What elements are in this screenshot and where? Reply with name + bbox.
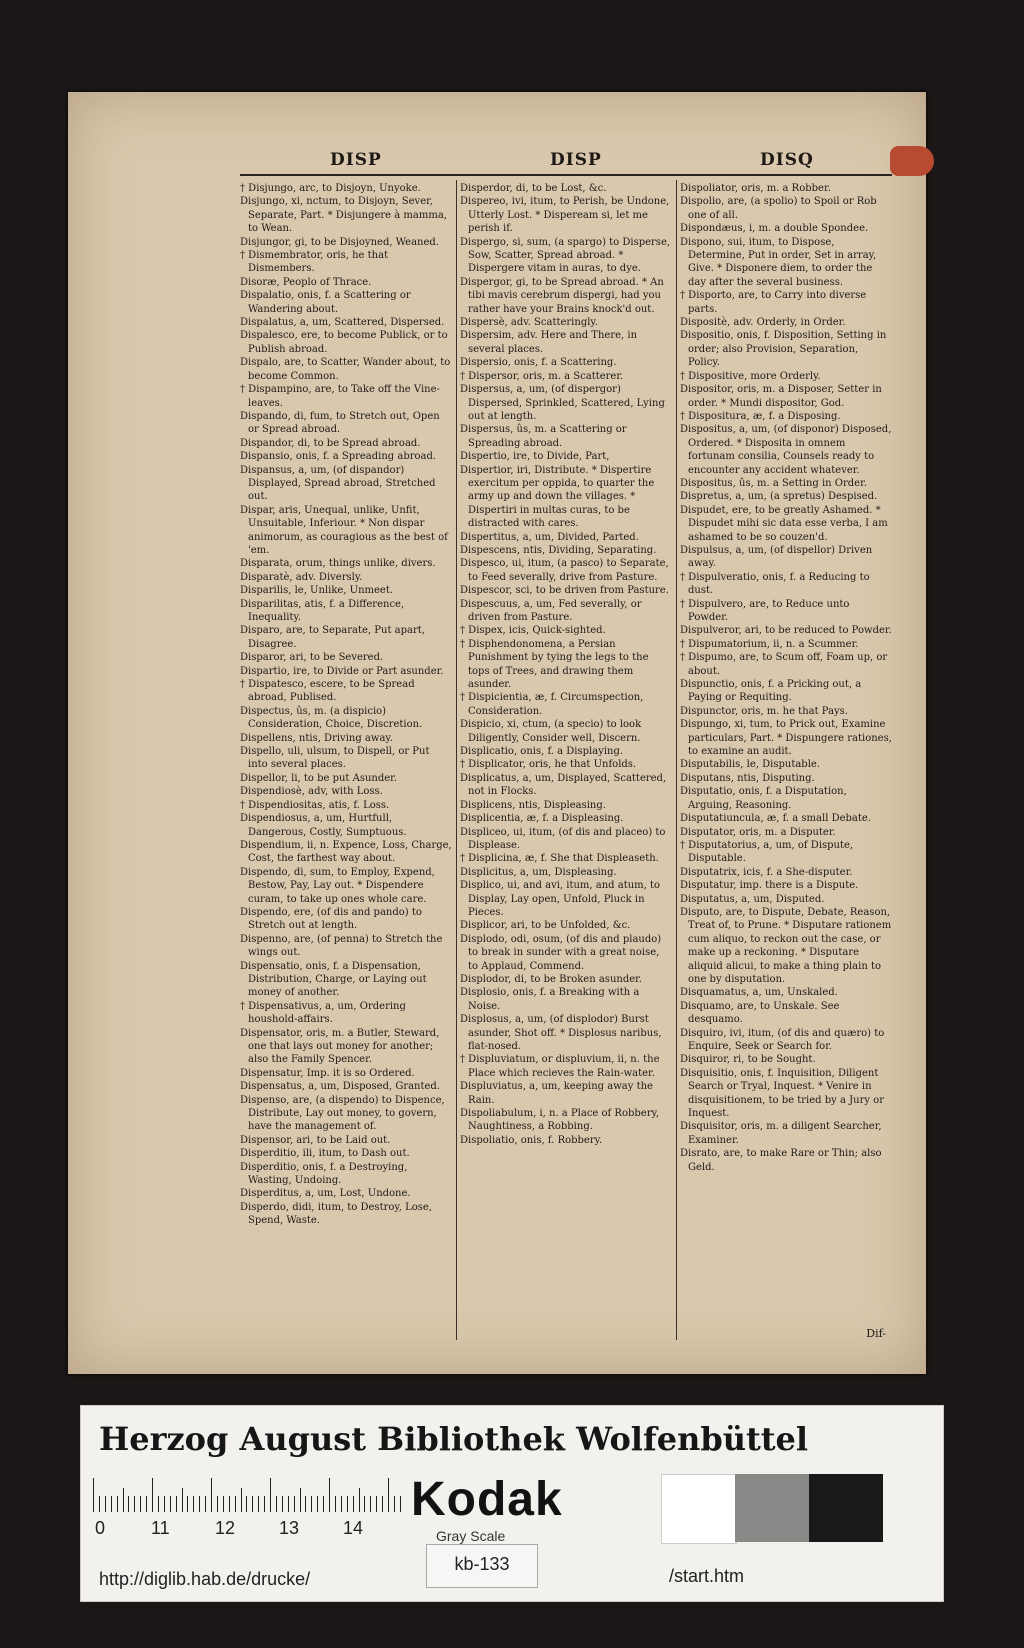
dictionary-entry: Disputatio, onis, f. a Disputation, Arguing, Reasoning. — [680, 786, 847, 811]
ruler-tick — [323, 1496, 324, 1512]
scale-number: 12 — [215, 1518, 236, 1538]
dictionary-entry: Dispalesco, ere, to become Publick, or to Publish abroad. — [240, 330, 448, 355]
ruler-tick — [164, 1496, 165, 1512]
book-page — [68, 92, 926, 1374]
dictionary-entry: Dispondæus, i, m. a double Spondee. — [680, 223, 869, 235]
dictionary-entry: Dispergo, si, sum, (a spargo) to Disperse, Sow, Scatter, Spread abroad. * Dispergere vitam in auras, to dye. — [460, 236, 671, 275]
dictionary-entry: Disrato, are, to make Rare or Thin; also Geld. — [680, 1148, 882, 1173]
ruler-tick — [394, 1496, 395, 1512]
ruler-tick — [158, 1496, 159, 1512]
dictionary-entry: Dispendiosus, a, um, Hurtfull, Dangerous, Costly, Sumptuous. — [240, 813, 407, 838]
dictionary-entry: Dispescens, ntis, Dividing, Separating. — [460, 544, 657, 556]
dictionary-entry: Disjungor, gi, to be Disjoyned, Weaned. — [240, 236, 439, 248]
dictionary-entry: Dispolio, are, (a spolio) to Spoil or Rob one of all. — [680, 196, 877, 221]
header-rule — [240, 174, 892, 176]
dictionary-entry: Dispensatio, onis, f. a Dispensation, Distribution, Charge, or Laying out money of another. — [240, 960, 427, 999]
dictionary-entry: Disparatè, adv. Diversly. — [240, 571, 363, 583]
dictionary-entry: Dispando, di, fum, to Stretch out, Open or Spread abroad. — [240, 410, 440, 436]
dictionary-entry: † Dispersor, oris, m. a Scatterer. — [460, 370, 624, 382]
ruler-tick — [400, 1496, 401, 1512]
column-right — [680, 182, 892, 1332]
dictionary-entry: Dispectus, ûs, m. (a dispicio) Consideration, Choice, Discretion. — [240, 705, 423, 731]
ruler-tick — [388, 1478, 389, 1512]
dictionary-entry: † Dispumo, are, to Scum off, Foam up, or about. — [680, 652, 888, 677]
ruler-tick — [182, 1488, 183, 1512]
dictionary-entry: Dispersus, ûs, m. a Scattering or Spreading abroad. — [460, 424, 627, 449]
dictionary-entry: Dispretus, a, um, (a spretus) Despised. — [680, 491, 878, 503]
dictionary-entry: Disquamo, are, to Unskale. See desquamo. — [680, 1000, 840, 1026]
ruler-tick — [134, 1496, 135, 1512]
ruler-tick — [199, 1496, 200, 1512]
ruler-tick — [99, 1496, 100, 1512]
ruler-tick — [223, 1496, 224, 1512]
ruler-tick — [176, 1496, 177, 1512]
dictionary-entry: Displodo, odi, osum, (of dis and plaudo) to break in sunder with a great noise, to Applaud, Commend. — [460, 933, 662, 972]
page-clip — [890, 146, 934, 176]
dictionary-entry: Disputatrix, icis, f. a She-disputer. — [680, 866, 853, 878]
gray-scale-label: Gray Scale — [436, 1528, 506, 1544]
dictionary-entry: Disquamatus, a, um, Unskaled. — [680, 987, 838, 999]
ruler-tick — [246, 1496, 247, 1512]
dictionary-entry: Dispendo, ere, (of dis and pando) to Stretch out at length. — [240, 906, 422, 932]
dictionary-entry: Dispersim, adv. Here and There, in several places. — [460, 330, 638, 355]
dictionary-entry: † Disphendonomena, a Persian Punishment by tying the legs to the tops of Trees, and drawing them asunder. — [460, 638, 649, 691]
dictionary-entry: Displicitus, a, um, Displeasing. — [460, 866, 617, 878]
dictionary-entry: † Dispex, icis, Quick-sighted. — [460, 625, 606, 637]
dictionary-entry: Dispesco, ui, itum, (a pasco) to Separate, to Feed severally, drive from Pasture. — [460, 558, 669, 583]
ruler-tick — [152, 1478, 153, 1512]
ruler-tick — [93, 1478, 94, 1512]
ruler-tick — [264, 1496, 265, 1512]
dictionary-entry: Dispoliabulum, i, n. a Place of Robbery, Naughtiness, a Robbing. — [460, 1108, 659, 1133]
dictionary-entry: Dispersus, a, um, (of dispergor) Dispersed, Sprinkled, Scattered, Lying out at length. — [460, 384, 665, 422]
dictionary-entry: Dispergor, gi, to be Spread abroad. * An tibi mavis cerebrum dispergi, had you rather have your Brains knock'd out. — [460, 276, 664, 315]
dictionary-entry: Dispono, sui, itum, to Dispose, Determine, Put in order, Set in array, Give. * Disponere diem, to order the day after the several business. — [680, 236, 877, 288]
ruler-tick — [217, 1496, 218, 1512]
dictionary-entry: † Disputatorius, a, um, of Dispute, Disputable. — [680, 839, 854, 865]
dictionary-entry: Dispalatus, a, um, Scattered, Dispersed. — [240, 317, 445, 329]
headword-right: DISQ — [760, 150, 814, 170]
headword-center: DISP — [550, 150, 602, 170]
dictionary-entry: Disperditus, a, um, Lost, Undone. — [240, 1188, 411, 1200]
ruler-tick — [335, 1496, 336, 1512]
column-divider — [456, 180, 457, 1340]
url-suffix: /start.htm — [669, 1566, 745, 1586]
dictionary-entry: Disjungo, xi, nctum, to Disjoyn, Sever, Separate, Part. * Disjungere à mamma, to Wean. — [240, 196, 447, 235]
dictionary-entry: Displicor, ari, to be Unfolded, &c. — [460, 920, 631, 932]
dictionary-entry: Disperditio, onis, f. a Destroying, Wasting, Undoing. — [240, 1161, 408, 1187]
ruler-tick — [123, 1488, 124, 1512]
dictionary-entry: Dispandor, di, to be Spread abroad. — [240, 437, 421, 449]
dictionary-entry: Disputator, oris, m. a Disputer. — [680, 826, 836, 838]
catchword: Dif- — [866, 1327, 886, 1340]
dictionary-entry: † Disporto, are, to Carry into diverse parts. — [680, 290, 867, 315]
dictionary-entry: Displuviatus, a, um, keeping away the Rain. — [460, 1081, 653, 1106]
dictionary-entry: Dispescuus, a, um, Fed severally, or driven from Pasture. — [460, 598, 642, 623]
dictionary-entry: Dispensatur, Imp. it is so Ordered. — [240, 1067, 415, 1079]
ruler-tick — [140, 1496, 141, 1512]
ruler-tick — [205, 1496, 206, 1512]
dictionary-entry: Disquiro, ivi, itum, (of dis and quæro) to Enquire, Seek or Search for. — [680, 1027, 885, 1052]
dictionary-entry: † Disjungo, arc, to Disjoyn, Unyoke. — [240, 183, 421, 194]
black-patch — [809, 1474, 883, 1542]
ruler-tick — [353, 1496, 354, 1512]
ruler-tick — [252, 1496, 253, 1512]
dictionary-entry: † Dispendiositas, atis, f. Loss. — [240, 799, 390, 811]
dictionary-entry: Disquisitio, onis, f. Inquisition, Diligent Search or Tryal, Inquest. * Venire in disquisitionem, to be tried by a Jury or Inquest. — [680, 1067, 884, 1120]
kodak-logo: Kodak — [411, 1473, 563, 1526]
ruler-tick — [193, 1496, 194, 1512]
scale-number: 11 — [151, 1518, 170, 1538]
ruler-tick — [305, 1496, 306, 1512]
dictionary-entry: Displiceo, ui, itum, (of dis and placeo) to Displease. — [460, 826, 666, 851]
ruler-tick — [111, 1496, 112, 1512]
dictionary-entry: Dispersio, onis, f. a Scattering. — [460, 357, 617, 369]
dictionary-entry: Disperditio, ili, itum, to Dash out. — [240, 1148, 410, 1160]
page-text-block — [240, 152, 892, 1338]
dictionary-entry: Dispertior, iri, Distribute. * Dispertire exercitum per oppida, to quarter the army up and down the villages. * Dispertiri in multas curas, to be distracted with cares. — [460, 464, 655, 530]
dictionary-entry: Dispunctio, onis, f. a Pricking out, a Paying or Requiting. — [680, 679, 862, 704]
dictionary-entry: Dispellens, ntis, Driving away. — [240, 732, 393, 744]
dictionary-entry: Displicens, ntis, Displeasing. — [460, 799, 606, 811]
ruler-tick — [294, 1496, 295, 1512]
dictionary-entry: Dispositor, oris, m. a Disposer, Setter in order. * Mundi dispositor, God. — [680, 384, 882, 409]
shelf-code: kb-133 — [426, 1544, 538, 1588]
dictionary-entry: Dispescor, sci, to be driven from Pasture. — [460, 585, 669, 597]
ruler-tick — [311, 1496, 312, 1512]
dictionary-entry: Dispulveror, ari, to be reduced to Powder. — [680, 625, 892, 637]
dictionary-entry: Dispertio, ire, to Divide, Part, — [460, 451, 610, 463]
headword-left: DISP — [330, 150, 382, 170]
column-divider — [676, 180, 677, 1340]
dictionary-entry: Disparo, are, to Separate, Put apart, Disagree. — [240, 625, 425, 650]
scale-ruler — [93, 1478, 403, 1512]
dictionary-entry: Dispendo, di, sum, to Employ, Expend, Bestow, Pay, Lay out. * Dispendere curam, to take up ones whole care. — [240, 866, 435, 905]
ruler-tick — [117, 1496, 118, 1512]
dictionary-entry: Dispunctor, oris, m. he that Pays. — [680, 705, 848, 717]
dictionary-entry: Dispenso, are, (a dispendo) to Dispence, Distribute, Lay out money, to govern, have the management of. — [240, 1094, 445, 1133]
dictionary-entry: Dispoliator, oris, m. a Robber. — [680, 183, 831, 194]
ruler-tick — [329, 1478, 330, 1512]
dictionary-entry: † Dispositive, more Orderly. — [680, 370, 821, 382]
dictionary-entry: Dispungo, xi, tum, to Prick out, Examine particulars, Part. * Dispungere rationes, to examine an audit. — [680, 719, 892, 758]
ruler-tick — [376, 1496, 377, 1512]
dictionary-entry: Disperdo, didi, itum, to Destroy, Lose, Spend, Waste. — [240, 1201, 432, 1227]
dictionary-entry: Displicatio, onis, f. a Displaying. — [460, 746, 624, 758]
ruler-tick — [229, 1496, 230, 1512]
dictionary-entry: Disputo, are, to Dispute, Debate, Reason, Treat of, to Prune. * Disputare rationem cum aliquo, to reckon out the case, or make up a reckoning. * Disputare aliquid alicui, to make a thing plain to one by disputation. — [680, 906, 892, 985]
dictionary-entry: Dispansus, a, um, (of dispandor) Displayed, Spread abroad, Stretched out. — [240, 464, 436, 503]
ruler-tick — [276, 1496, 277, 1512]
dictionary-entry: Dispoliatio, onis, f. Robbery. — [460, 1134, 603, 1146]
dictionary-entry: Dispositus, a, um, (of disponor) Disposed, Ordered. * Disposita in omnem fortunam consilia, Counsels ready to encounter any accident whatever. — [680, 424, 892, 476]
dictionary-entry: Dispartio, ire, to Divide or Part asunder. — [240, 665, 444, 677]
ruler-tick — [364, 1496, 365, 1512]
dictionary-entry: † Displicator, oris, he that Unfolds. — [460, 759, 637, 771]
dictionary-entry: † Dispensativus, a, um, Ordering houshold-affairs. — [240, 1000, 406, 1026]
library-name: Herzog August Bibliothek Wolfenbüttel — [99, 1420, 809, 1458]
color-target — [80, 1405, 944, 1602]
dictionary-entry: Dispensator, oris, m. a Butler, Steward, one that lays out money for another; also the Family Spencer. — [240, 1027, 440, 1066]
dictionary-entry: † Dispicientia, æ, f. Circumspection, Consideration. — [460, 692, 644, 717]
dictionary-entry: Disparilitas, atis, f. a Difference, Inequality. — [240, 598, 405, 623]
dictionary-entry: Dispenno, are, (of penna) to Stretch the wings out. — [240, 933, 443, 959]
ruler-tick — [317, 1496, 318, 1512]
ruler-tick — [170, 1496, 171, 1512]
dictionary-entry: Displosio, onis, f. a Breaking with a Noise. — [460, 987, 640, 1012]
dictionary-entry: Dispositè, adv. Orderly, in Order. — [680, 317, 846, 329]
dictionary-entry: Dispudet, ere, to be greatly Ashamed. * Dispudet mihi sic data esse verba, I am ashamed to be so couzen'd. — [680, 504, 888, 543]
dictionary-entry: Dispensor, ari, to be Laid out. — [240, 1134, 391, 1146]
ruler-tick — [270, 1478, 271, 1512]
dictionary-entry: Dispertitus, a, um, Divided, Parted. — [460, 531, 639, 543]
column-left — [240, 182, 452, 1332]
scale-number: 0 — [95, 1518, 106, 1538]
dictionary-entry: Displicentia, æ, f. a Displeasing. — [460, 813, 624, 825]
dictionary-entry: Dispulsus, a, um, (of dispellor) Driven away. — [680, 544, 873, 570]
ruler-tick — [146, 1496, 147, 1512]
ruler-tick — [370, 1496, 371, 1512]
dictionary-entry: Displicatus, a, um, Displayed, Scattered, not in Flocks. — [460, 772, 667, 798]
ruler-tick — [288, 1496, 289, 1512]
dictionary-entry: † Dispumatorium, ii, n. a Scummer. — [680, 638, 859, 650]
dictionary-entry: Disoræ, Peoplo of Thrace. — [240, 276, 372, 288]
dictionary-entry: Disparata, orum, things unlike, divers. — [240, 558, 436, 570]
dictionary-entry: Disperdor, di, to be Lost, &c. — [460, 183, 607, 194]
dictionary-entry: Disquisitor, oris, m. a diligent Searcher, Examiner. — [680, 1121, 882, 1146]
dictionary-entry: Disputans, ntis, Disputing. — [680, 772, 815, 784]
ruler-tick — [105, 1496, 106, 1512]
dictionary-entry: † Dismembrator, oris, he that Dismembers. — [240, 250, 389, 275]
dictionary-entry: Dispicio, xi, ctum, (a specio) to look Diligently, Consider well, Discern. — [460, 719, 642, 744]
dictionary-entry: Disputatur, imp. there is a Dispute. — [680, 880, 859, 892]
dictionary-entry: Dispalatio, onis, f. a Scattering or Wandering about. — [240, 290, 411, 315]
dictionary-entry: Dispalo, are, to Scatter, Wander about, to become Common. — [240, 357, 451, 382]
dictionary-entry: Disputatiuncula, æ, f. a small Debate. — [680, 813, 871, 825]
dictionary-entry: † Displuviatum, or displuvium, ii, n. the Place which recieves the Rain-water. — [460, 1054, 660, 1079]
ruler-tick — [359, 1488, 360, 1512]
ruler-tick — [282, 1496, 283, 1512]
dictionary-entry: Dispositio, onis, f. Disposition, Setting in order; also Provision, Separation, Policy. — [680, 330, 887, 369]
dictionary-entry: Dispellor, li, to be put Asunder. — [240, 772, 398, 784]
column-middle — [460, 182, 672, 1332]
dictionary-entry: Displico, ui, and avi, itum, and atum, to Display, Lay open, Unfold, Pluck in Pieces. — [460, 880, 661, 918]
dictionary-entry: † Dispatesco, escere, to be Spread abroad, Publised. — [240, 679, 415, 704]
ruler-tick — [241, 1488, 242, 1512]
ruler-tick — [235, 1496, 236, 1512]
dictionary-entry: Dispansio, onis, f. a Spreading abroad. — [240, 451, 437, 463]
ruler-tick — [341, 1496, 342, 1512]
dictionary-entry: † Dispulveratio, onis, f. a Reducing to dust. — [680, 571, 870, 597]
dictionary-entry: Disparor, ari, to be Severed. — [240, 652, 384, 664]
dictionary-entry: Dispar, aris, Unequal, unlike, Unfit, Unsuitable, Inferiour. * Non dispar animorum, as couragious as the best of 'em. — [240, 504, 448, 556]
scale-number: 13 — [279, 1518, 300, 1538]
gray-patch — [735, 1474, 809, 1542]
dictionary-entry: Disputabilis, le, Disputable. — [680, 759, 820, 771]
dictionary-entry: Dispersè, adv. Scatteringly. — [460, 317, 598, 329]
dictionary-entry: † Displicina, æ, f. She that Displeaseth. — [460, 853, 659, 865]
dictionary-entry: Dispendiosè, adv, with Loss. — [240, 786, 383, 798]
dictionary-entry: † Dispulvero, are, to Reduce unto Powder. — [680, 598, 850, 623]
dictionary-entry: Dispensatus, a, um, Disposed, Granted. — [240, 1081, 441, 1093]
dictionary-entry: † Dispositura, æ, f. a Disposing. — [680, 410, 841, 422]
scale-number: 14 — [343, 1518, 364, 1538]
dictionary-entry: † Dispampino, are, to Take off the Vine-leaves. — [240, 384, 440, 409]
dictionary-entry: Displodor, di, to be Broken asunder. — [460, 973, 643, 985]
dictionary-entry: Disparilis, le, Unlike, Unmeet. — [240, 585, 394, 597]
ruler-tick — [187, 1496, 188, 1512]
dictionary-entry: Dispello, uli, ulsum, to Dispell, or Put into several places. — [240, 746, 430, 771]
ruler-tick — [382, 1496, 383, 1512]
ruler-tick — [347, 1496, 348, 1512]
white-patch — [661, 1474, 737, 1544]
dictionary-entry: Dispositus, ûs, m. a Setting in Order. — [680, 477, 867, 489]
dictionary-entry: Disputatus, a, um, Disputed. — [680, 893, 825, 905]
dictionary-entry: Dispendium, ii, n. Expence, Loss, Charge, Cost, the farthest way about. — [240, 839, 452, 865]
dictionary-entry: Disquiror, ri, to be Sought. — [680, 1054, 816, 1066]
ruler-tick — [211, 1478, 212, 1512]
ruler-tick — [128, 1496, 129, 1512]
url-prefix: http://diglib.hab.de/drucke/ — [99, 1569, 311, 1589]
ruler-tick — [258, 1496, 259, 1512]
ruler-tick — [300, 1488, 301, 1512]
dictionary-entry: Displosus, a, um, (of displodor) Burst asunder, Shot off. * Displosus naribus, flat-nosed. — [460, 1014, 662, 1052]
dictionary-entry: Dispereo, ivi, itum, to Perish, be Undone, Utterly Lost. * Dispeream si, let me perish if. — [460, 196, 670, 235]
